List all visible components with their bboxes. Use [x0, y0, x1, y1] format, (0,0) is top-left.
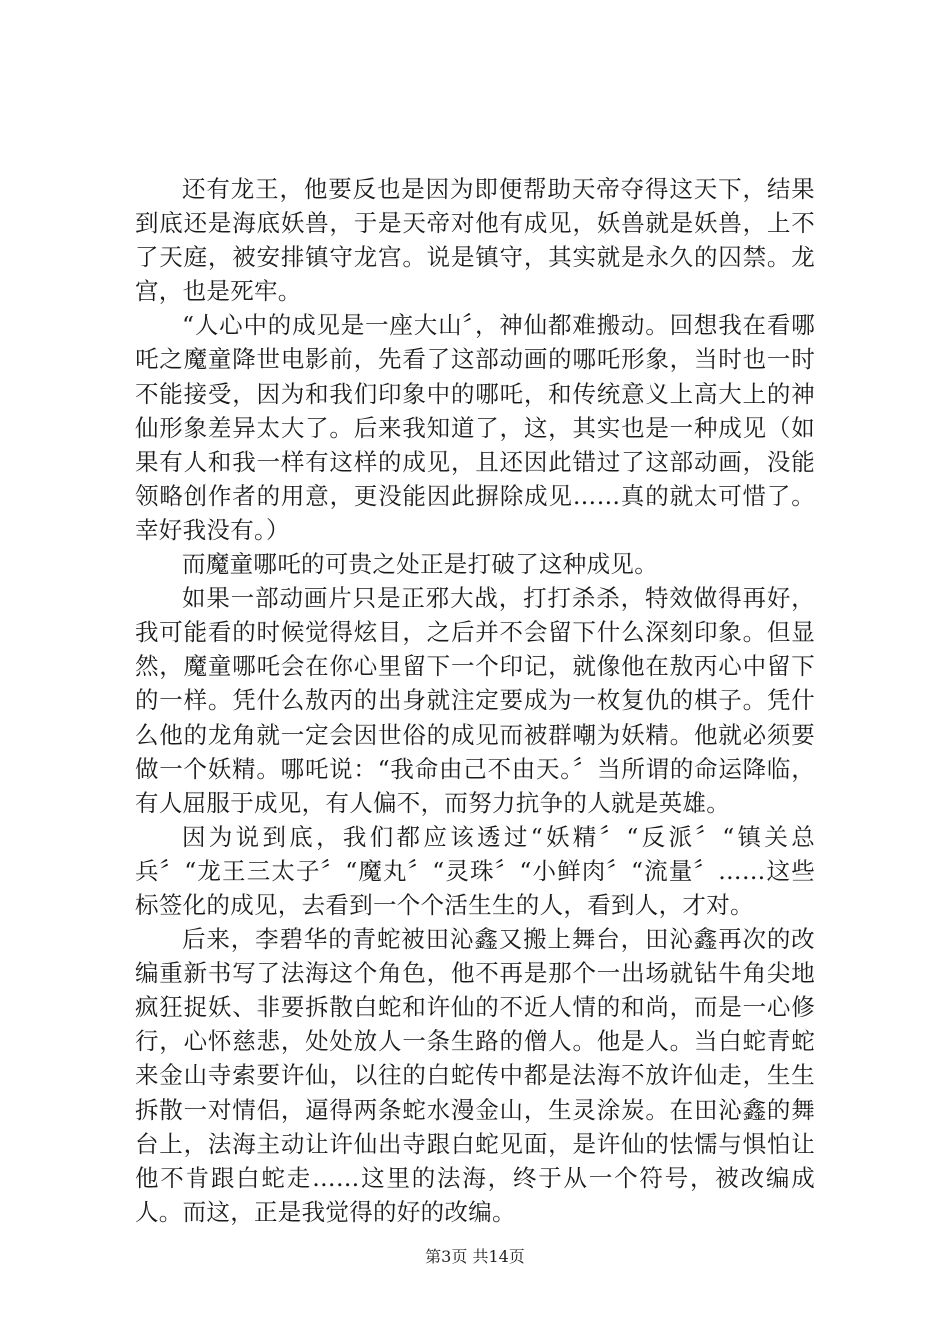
paragraph-labels: 因为说到底，我们都应该透过“妖精〞“反派〞“镇关总兵〞“龙王三太子〞“魔丸〞“灵珠〞“小鲜肉〞“流量〞……这些标签化的成见，去看到一个个活生生的人，看到人，才对。 [135, 822, 815, 919]
paragraph-green-snake: 后来，李碧华的青蛇被田沁鑫又搬上舞台，田沁鑫再次的改编重新书写了法海这个角色，他不再是那个一出场就钻牛角尖地疯狂捉妖、非要拆散白蛇和许仙的不近人情的和尚，而是一心修行，心怀慈悲，处处放人一条生路的僧人。他是人。当白蛇青蛇来金山寺索要许仙，以往的白蛇传中都是法海不放许仙走，生生拆散一对情侣，逼得两条蛇水漫金山，生灵涂炭。在田沁鑫的舞台上，法海主动让许仙出寺跟白蛇见面，是许仙的怯懦与惧怕让他不肯跟白蛇走……这里的法海，终于从一个符号，被改编成人。而这，正是我觉得的好的改编。 [135, 925, 815, 1226]
paragraph-animation-impression: 如果一部动画片只是正邪大战，打打杀杀，特效做得再好，我可能看的时候觉得炫目，之后并不会留下什么深刻印象。但显然，魔童哪吒会在你心里留下一个印记，就像他在敖丙心中留下的一样。凭什么敖丙的出身就注定要成为一枚复仇的棋子。凭什么他的龙角就一定会因世俗的成见而被群嘲为妖精。他就必须要做一个妖精。哪吒说：“我命由己不由天。〞当所谓的命运降临，有人屈服于成见，有人偏不，而努力抗争的人就是英雄。 [135, 584, 815, 817]
paragraph-prejudice-mountain: “人心中的成见是一座大山〞，神仙都难搬动。回想我在看哪吒之魔童降世电影前，先看了这部动画的哪吒形象，当时也一时不能接受，因为和我们印象中的哪吒，和传统意义上高大上的神仙形象差异太大了。后来我知道了，这，其实也是一种成见（如果有人和我一样有这样的成见，且还因此错过了这部动画，没能领略创作者的用意，更没能因此摒除成见……真的就太可惜了。幸好我没有。） [135, 311, 815, 544]
paragraph-breaking-prejudice: 而魔童哪吒的可贵之处正是打破了这种成见。 [182, 550, 658, 579]
page-number-footer: 第3页 共14页 [425, 1247, 525, 1266]
body-text [135, 172, 815, 1229]
paragraph-dragon-king: 还有龙王，他要反也是因为即便帮助天帝夺得这天下，结果到底还是海底妖兽，于是天帝对他有成见，妖兽就是妖兽，上不了天庭，被安排镇守龙宫。说是镇守，其实就是永久的囚禁。龙宫，也是死牢。 [135, 175, 815, 306]
